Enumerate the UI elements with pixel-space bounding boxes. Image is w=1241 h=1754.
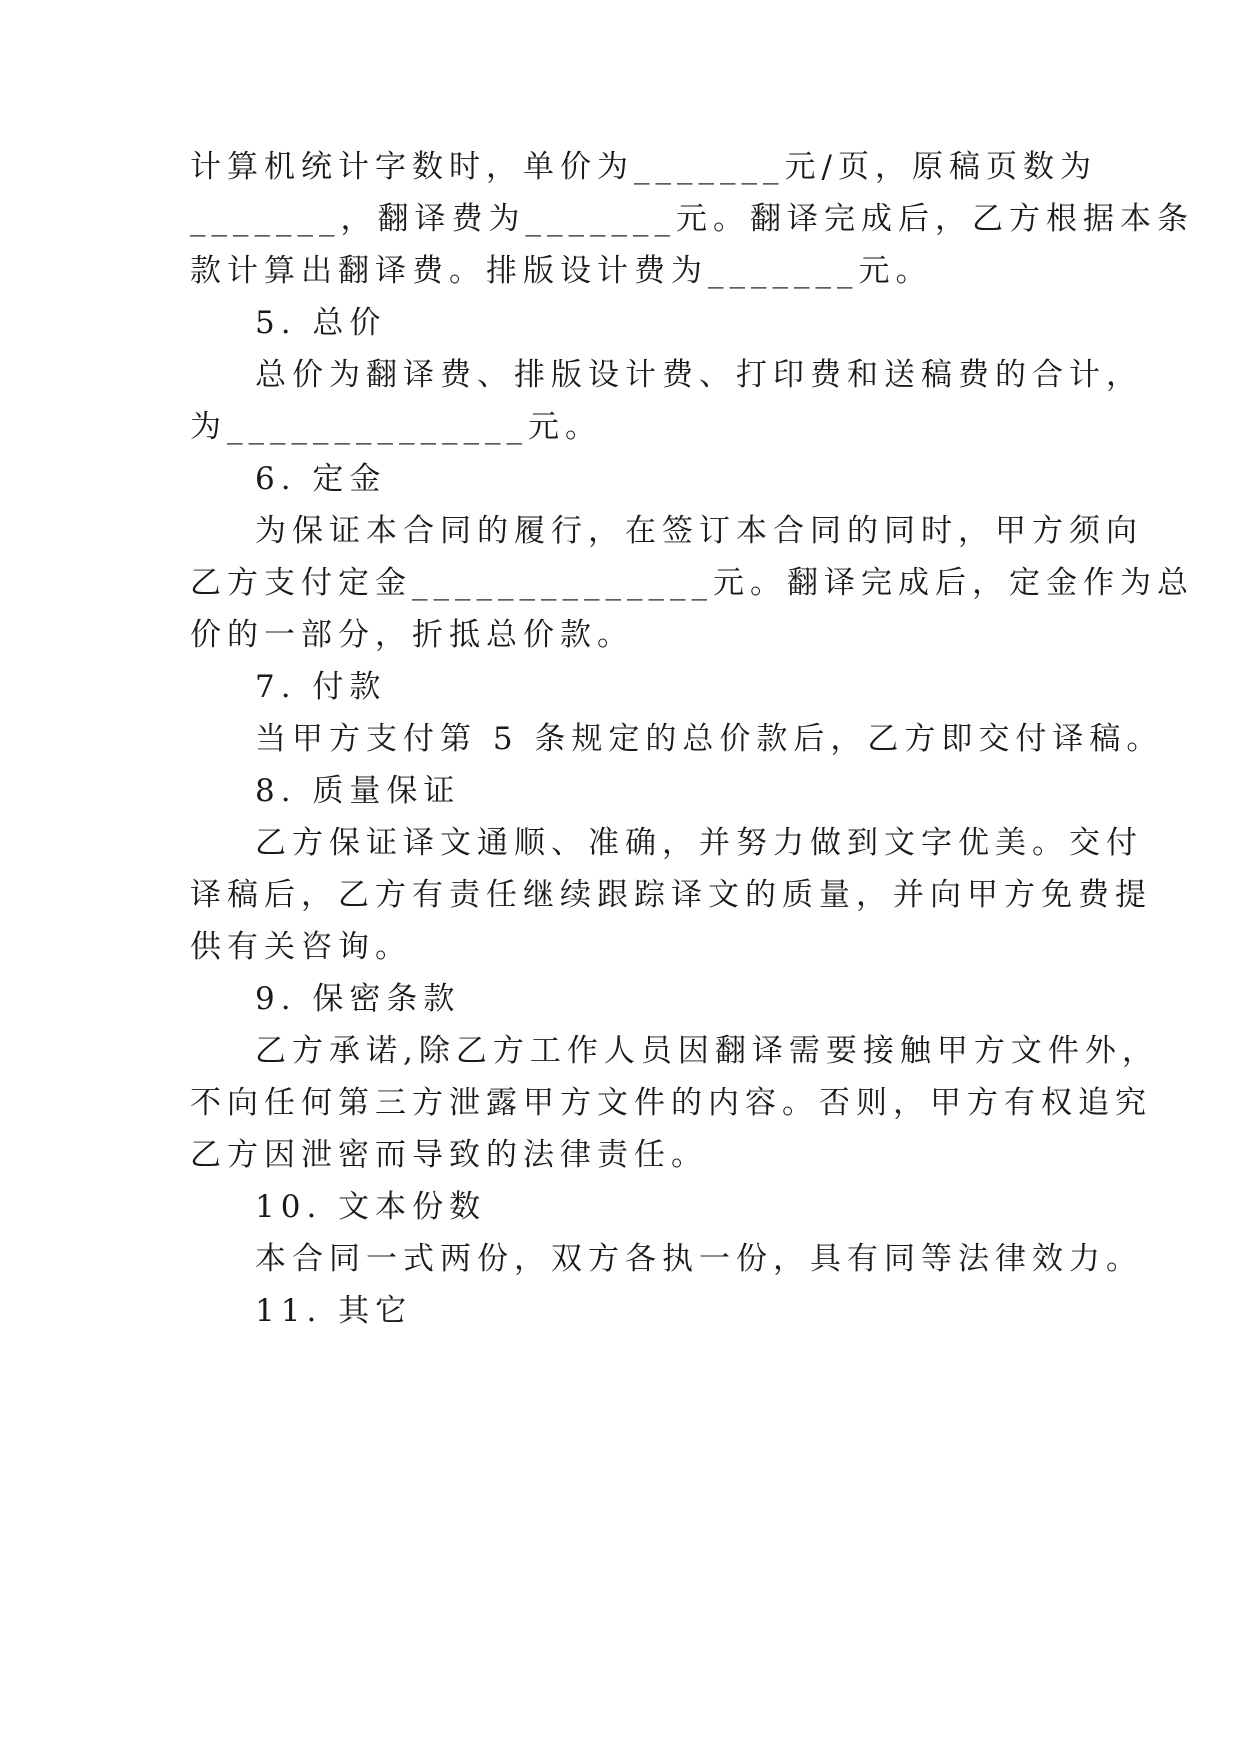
- section-heading-copies: 10. 文本份数: [255, 1189, 487, 1225]
- section-heading-other: 11. 其它: [255, 1293, 413, 1329]
- body-text-line: 乙方承诺,除乙方工作人员因翻译需要接触甲方文件外，: [255, 1033, 1159, 1069]
- section-heading-deposit: 6. 定金: [255, 461, 387, 497]
- body-text-line: 为______________元。: [190, 409, 602, 445]
- body-text-line: 当甲方支付第 5 条规定的总价款后，乙方即交付译稿。: [255, 721, 1164, 757]
- body-text-line: 款计算出翻译费。排版设计费为_______元。: [190, 253, 933, 289]
- section-heading-confidentiality: 9. 保密条款: [255, 981, 461, 1017]
- section-heading-payment: 7. 付款: [255, 669, 387, 705]
- body-text-line: 乙方保证译文通顺、准确，并努力做到文字优美。交付: [255, 825, 1143, 861]
- section-heading-total-price: 5. 总价: [255, 305, 387, 341]
- body-text-line: 译稿后，乙方有责任继续跟踪译文的质量，并向甲方免费提: [190, 877, 1152, 913]
- body-text-line: 总价为翻译费、排版设计费、打印费和送稿费的合计，: [255, 357, 1143, 393]
- body-text-line: _______，翻译费为_______元。翻译完成后，乙方根据本条: [190, 201, 1194, 237]
- body-text-line: 计算机统计字数时，单价为_______元/页，原稿页数为: [190, 149, 1097, 185]
- body-text-line: 本合同一式两份，双方各执一份，具有同等法律效力。: [255, 1241, 1143, 1277]
- body-text-line: 价的一部分，折抵总价款。: [190, 617, 634, 653]
- body-text-line: 为保证本合同的履行，在签订本合同的同时，甲方须向: [255, 513, 1143, 549]
- body-text-line: 乙方支付定金______________元。翻译完成后，定金作为总: [190, 565, 1194, 601]
- body-text-line: 乙方因泄密而导致的法律责任。: [190, 1137, 708, 1173]
- body-text-line: 供有关咨询。: [190, 929, 412, 965]
- body-text-line: 不向任何第三方泄露甲方文件的内容。否则，甲方有权追究: [190, 1085, 1152, 1121]
- section-heading-quality: 8. 质量保证: [255, 773, 461, 809]
